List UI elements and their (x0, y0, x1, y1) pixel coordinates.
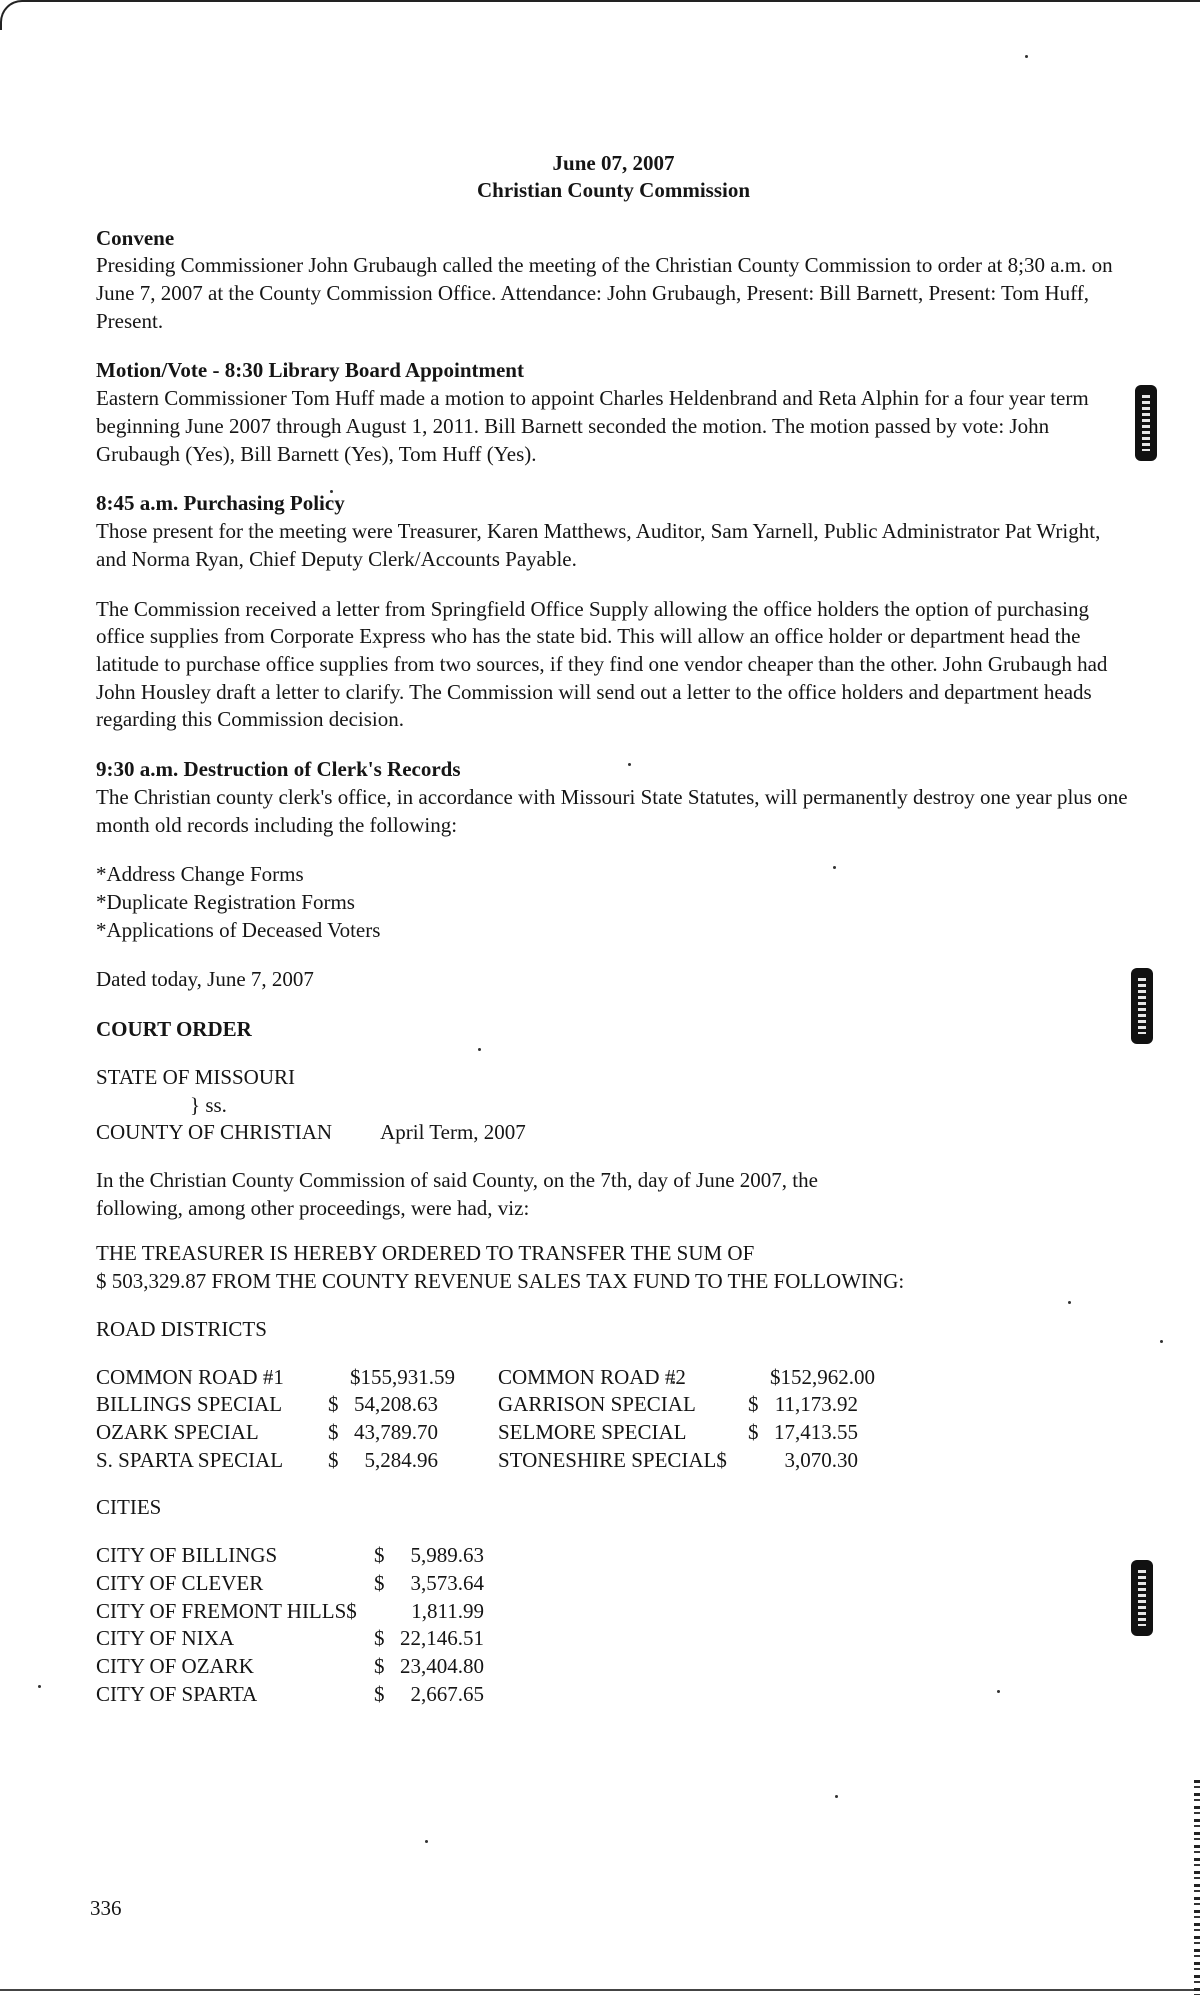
records-dated: Dated today, June 7, 2007 (96, 967, 314, 992)
court-order-heading: COURT ORDER (96, 1017, 252, 1042)
scan-speck (835, 1795, 838, 1798)
scan-speck (1160, 1340, 1163, 1343)
currency-symbol: $ (748, 1392, 759, 1417)
amount-value: 3,070.30 (784, 1447, 858, 1472)
city-amount (374, 1653, 504, 1681)
binder-clip-icon (1131, 968, 1153, 1044)
list-item: *Applications of Deceased Voters (96, 917, 381, 942)
currency-symbol: $ (374, 1681, 385, 1706)
cities-table (96, 1542, 504, 1708)
road-district-name: GARRISON SPECIAL (498, 1392, 696, 1417)
scan-speck (1025, 55, 1028, 58)
court-order-section (96, 1016, 1131, 1708)
convene-text: Presiding Commissioner John Grubaugh called the meeting of the Christian County Commission to order at 8;30 a.m. on June 7, 2007 at the County Commission Office. Attendance: John Grubaugh, Present: Bill Barnett, Present: Tom Huff, Present. (96, 253, 1113, 333)
convene-heading: Convene (96, 225, 175, 250)
cities-heading: CITIES (96, 1495, 162, 1520)
road-district-name: COMMON ROAD #2 (498, 1364, 686, 1389)
records-section (96, 756, 1131, 994)
venue-county-line (96, 1119, 1131, 1147)
currency-symbol: $ (374, 1654, 385, 1679)
city-name: CITY OF CLEVER (96, 1570, 264, 1595)
road-districts-heading: ROAD DISTRICTS (96, 1316, 267, 1341)
city-amount (374, 1542, 504, 1570)
binder-clip-icon (1135, 385, 1157, 461)
court-order-intro: In the Christian County Commission of said County, on the 7th, day of June 2007, the following, among other proceedings, were had, viz: (96, 1168, 818, 1220)
amount-value: 43,789.70 (354, 1420, 438, 1445)
city-amount (374, 1598, 504, 1626)
document-title: Christian County Commission (476, 178, 751, 203)
table-row (96, 1447, 878, 1475)
amount-value: 3,573.64 (410, 1570, 484, 1595)
purchasing-attendees: Those present for the meeting were Treasurer, Karen Matthews, Auditor, Sam Yarnell, Public Administrator Pat Wright, and Norma Ryan, Chief Deputy Clerk/Accounts Payable. (96, 519, 1101, 571)
amount-value: 23,404.80 (400, 1654, 484, 1679)
table-row (96, 1419, 878, 1447)
document-header (96, 150, 1131, 205)
road-district-name: OZARK SPECIAL (96, 1420, 259, 1445)
scan-speck (425, 1840, 428, 1843)
currency-symbol: $ (328, 1420, 339, 1445)
city-name: CITY OF SPARTA (96, 1681, 258, 1706)
list-item: *Address Change Forms (96, 862, 304, 887)
road-districts-table (96, 1364, 878, 1475)
city-amount (374, 1681, 504, 1709)
library-board-heading: Motion/Vote - 8:30 Library Board Appointment (96, 358, 524, 383)
transfer-order-line: $ 503,329.87 FROM THE COUNTY REVENUE SALES TAX FUND TO THE FOLLOWING: (96, 1269, 905, 1294)
road-district-amount (326, 1447, 488, 1475)
road-district-name: S. SPARTA SPECIAL (96, 1447, 284, 1472)
road-district-amount (326, 1391, 488, 1419)
venue-county: COUNTY OF CHRISTIAN (96, 1120, 333, 1145)
city-amount (374, 1570, 504, 1598)
road-district-amount (326, 1419, 488, 1447)
city-name: CITY OF FREMONT HILLS$ (96, 1598, 357, 1623)
city-name: CITY OF BILLINGS (96, 1543, 278, 1568)
records-heading: 9:30 a.m. Destruction of Clerk's Records (96, 757, 461, 782)
library-board-section (96, 357, 1131, 468)
amount-value: $155,931.59 (350, 1364, 455, 1389)
document-body (96, 150, 1131, 1709)
amount-value: $152,962.00 (770, 1364, 875, 1389)
road-district-name: STONESHIRE SPECIAL$ (498, 1447, 727, 1472)
amount-value: 17,413.55 (774, 1420, 858, 1445)
table-row (96, 1391, 878, 1419)
currency-symbol: $ (328, 1447, 339, 1472)
document-date: June 07, 2007 (552, 151, 675, 175)
purchasing-section (96, 490, 1131, 734)
currency-symbol: $ (374, 1543, 385, 1568)
venue-block (96, 1064, 1131, 1147)
amount-value: 5,989.63 (410, 1543, 484, 1568)
library-board-text: Eastern Commissioner Tom Huff made a motion to appoint Charles Heldenbrand and Reta Alphin for a four year term beginning June 2007 through August 1, 2011. Bill Barnett seconded the motion. The motion passed by vote: John Grubaugh (Yes), Bill Barnett (Yes), Tom Huff (Yes). (96, 386, 1089, 466)
city-name: CITY OF OZARK (96, 1654, 254, 1679)
currency-symbol: $ (374, 1570, 385, 1595)
amount-value: 2,667.65 (410, 1681, 484, 1706)
amount-value: 22,146.51 (400, 1626, 484, 1651)
table-row (96, 1681, 504, 1709)
scan-speck (38, 1685, 41, 1688)
road-district-amount (748, 1419, 878, 1447)
page-bottom-edge (0, 1989, 1200, 1991)
amount-value: 5,284.96 (364, 1447, 438, 1472)
amount-value: 11,173.92 (774, 1392, 858, 1417)
amount-value: 54,208.63 (354, 1392, 438, 1417)
currency-symbol: $ (374, 1626, 385, 1651)
purchasing-decision: The Commission received a letter from Springfield Office Supply allowing the office holders the option of purchasing office supplies from Corporate Express who has the state bid. This will allow an office holder or department head the latitude to purchase office supplies from two sources, if they find one vendor cheaper than the other. John Grubaugh had John Housley draft a letter to clarify. The Commission will send out a letter to the office holders and department heads regarding this Commission decision. (96, 596, 1108, 732)
binder-clip-icon (1131, 1560, 1153, 1636)
table-row (96, 1364, 878, 1392)
records-list (96, 861, 1131, 944)
city-amount (374, 1625, 504, 1653)
road-district-amount (748, 1391, 878, 1419)
page-edge-marks (1194, 1780, 1200, 1995)
table-row (96, 1625, 504, 1653)
table-row (96, 1598, 504, 1626)
venue-term: April Term, 2007 (380, 1120, 526, 1145)
road-district-amount (748, 1447, 878, 1475)
convene-section (96, 225, 1131, 336)
road-district-amount (748, 1364, 878, 1392)
amount-value: 1,811.99 (411, 1598, 484, 1623)
currency-symbol: $ (748, 1420, 759, 1445)
venue-ss: } ss. (190, 1092, 227, 1117)
table-row (96, 1653, 504, 1681)
page-corner-border (0, 0, 1200, 30)
table-row (96, 1542, 504, 1570)
road-district-amount (326, 1364, 488, 1392)
purchasing-heading: 8:45 a.m. Purchasing Policy (96, 491, 345, 516)
road-district-name: SELMORE SPECIAL (498, 1420, 687, 1445)
page-number: 336 (90, 1896, 122, 1920)
road-district-name: COMMON ROAD #1 (96, 1364, 284, 1389)
transfer-order (96, 1240, 1131, 1295)
venue-state: STATE OF MISSOURI (96, 1064, 296, 1089)
table-row (96, 1570, 504, 1598)
road-district-name: BILLINGS SPECIAL (96, 1392, 283, 1417)
city-name: CITY OF NIXA (96, 1626, 235, 1651)
list-item: *Duplicate Registration Forms (96, 889, 355, 914)
records-text: The Christian county clerk's office, in accordance with Missouri State Statutes, will permanently destroy one year plus one month old records including the following: (96, 784, 1128, 837)
transfer-order-line: THE TREASURER IS HEREBY ORDERED TO TRANSFER THE SUM OF (96, 1241, 755, 1266)
currency-symbol: $ (328, 1392, 339, 1417)
